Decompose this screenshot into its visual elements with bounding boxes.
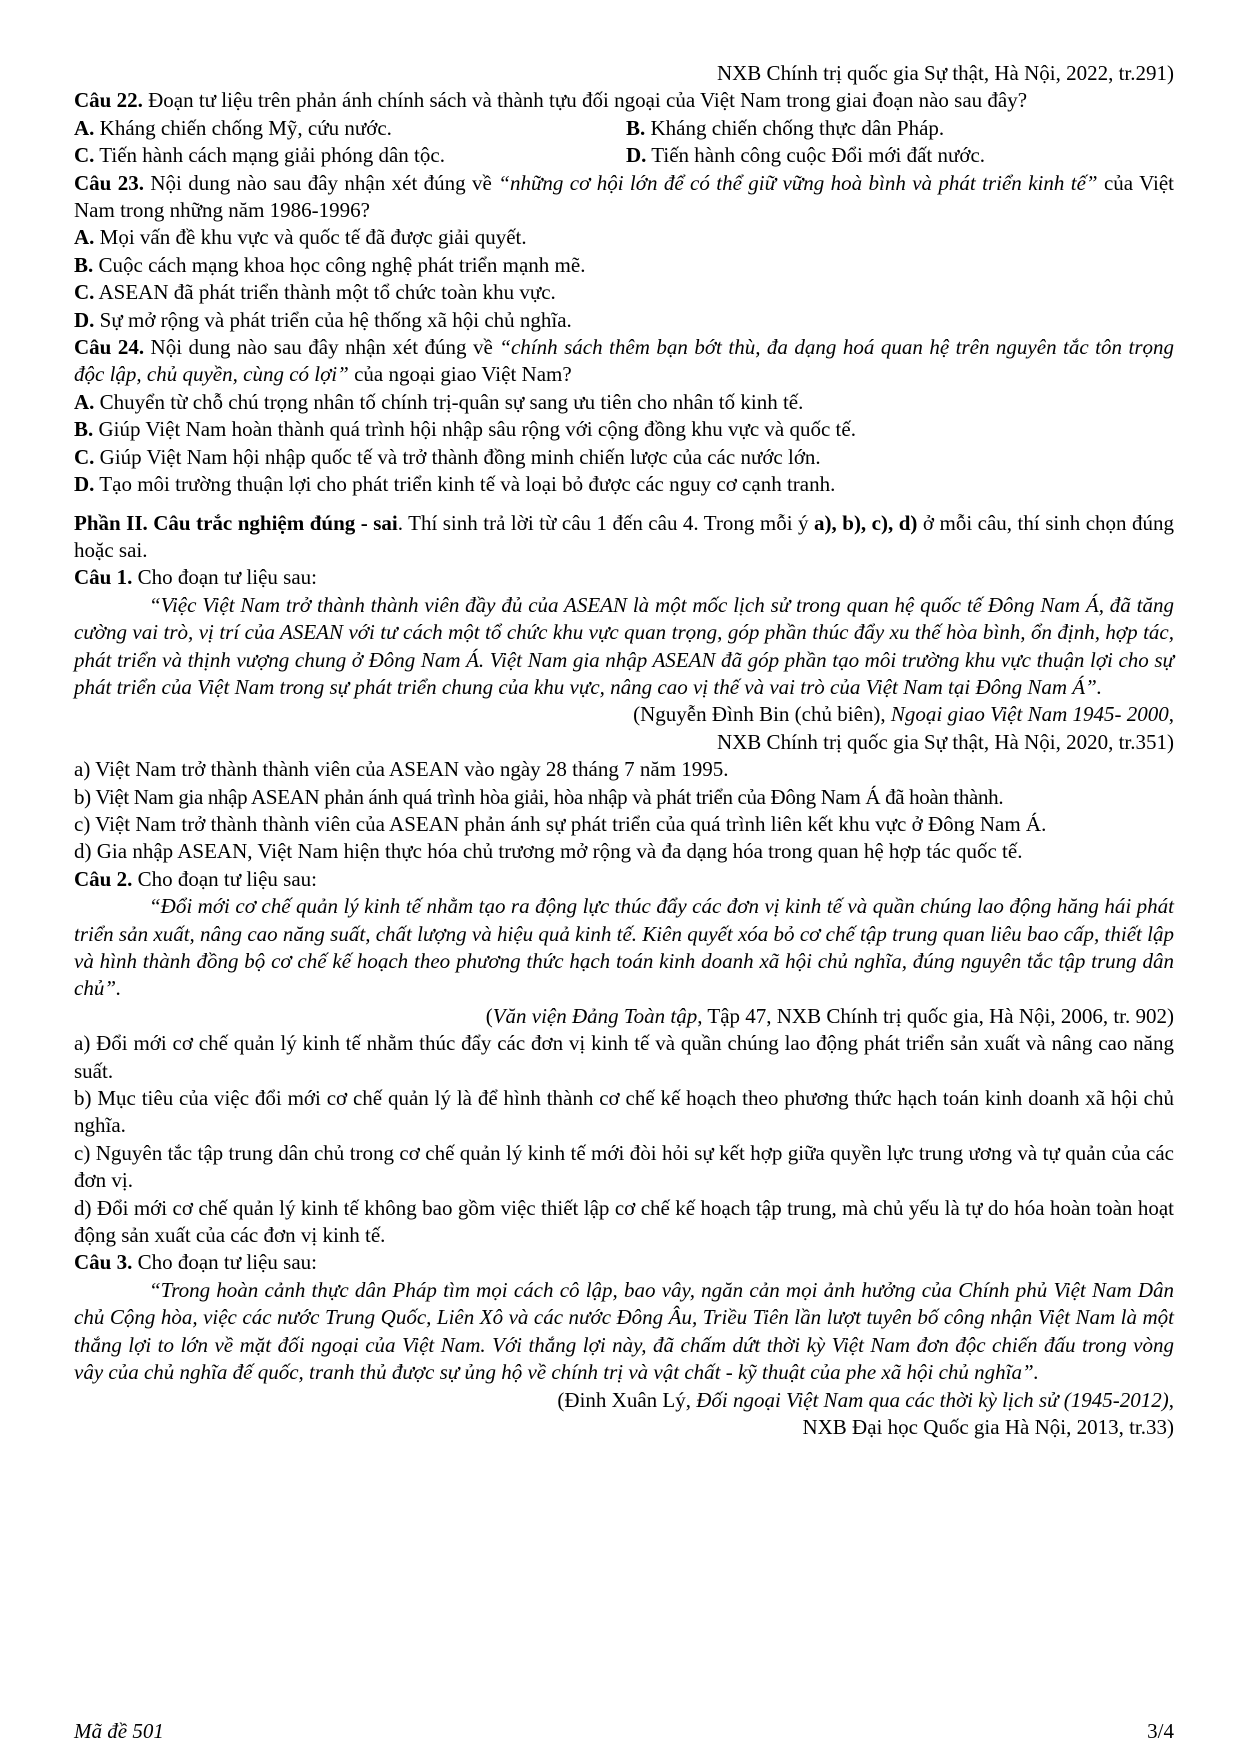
option-text: Giúp Việt Nam hội nhập quốc tế và trở thành đồng minh chiến lược của các nước lớn.: [94, 444, 821, 469]
option-key: B.: [74, 417, 94, 442]
option-key: C.: [74, 444, 95, 469]
citation-book: Đối ngoại Việt Nam qua các thời kỳ lịch sử (1945-2012): [696, 1387, 1169, 1412]
option-text: Kháng chiến chống thực dân Pháp.: [645, 115, 945, 140]
option-a: [74, 115, 626, 142]
option-key: D.: [74, 472, 95, 497]
option-d: [74, 307, 1174, 334]
question-number: Câu 23.: [74, 170, 144, 195]
question-text: Cho đoạn tư liệu sau:: [132, 565, 317, 590]
option-text: Chuyển từ chỗ chú trọng nhân tố chính trị-quân sự sang ưu tiên cho nhân tố kinh tế.: [94, 389, 804, 414]
section-gap: [74, 499, 1174, 510]
source-quote: “Đổi mới cơ chế quản lý kinh tế nhằm tạo ra động lực thúc đẩy các đơn vị kinh tế và quần chúng lao động hăng hái phát triển sản xuất, nâng cao năng suất, chất lượng và hiệu quả kinh tế. Kiên quyết xóa bỏ cơ chế tập trung quan liêu bao cấp, thiết lập và hình thành đồng bộ cơ chế kế hoạch theo phương thức hạch toán kinh doanh xã hội chủ nghĩa, đúng nguyên tắc tập trung dân chủ”.: [74, 894, 1174, 1001]
option-d: [626, 142, 985, 169]
options-row: [74, 142, 1174, 169]
option-c: [74, 279, 1174, 306]
citation-text: ,: [1168, 1387, 1174, 1412]
exam-page: [74, 60, 1174, 1441]
question-22: [74, 87, 1174, 114]
option-text: ASEAN đã phát triển thành một tổ chức toàn khu vực.: [94, 280, 556, 305]
part-instructions: . Thí sinh trả lời từ câu 1 đến câu 4. Trong mỗi ý: [397, 510, 815, 535]
option-key: D.: [626, 143, 647, 168]
question-number: Câu 2.: [74, 866, 133, 891]
question-text: của ngoại giao Việt Nam?: [348, 362, 572, 387]
part-instructions: ở mỗi câu, thí sinh chọn đúng hoặc sai.: [74, 510, 1175, 562]
exam-code: Mã đề 501: [74, 1719, 164, 1743]
option-text: Cuộc cách mạng khoa học công nghệ phát triển mạnh mẽ.: [93, 252, 586, 277]
statement-c: c) Việt Nam trở thành thành viên của ASEAN phản ánh sự phát triển của quá trình liên kết khu vực ở Đông Nam Á.: [74, 811, 1047, 836]
question-number: Câu 24.: [74, 335, 145, 360]
option-text: Kháng chiến chống Mỹ, cứu nước.: [94, 115, 392, 140]
option-text: Giúp Việt Nam hoàn thành quá trình hội nhập sâu rộng với cộng đồng khu vực và quốc tế.: [93, 417, 856, 442]
option-c: [74, 444, 1174, 471]
statement-d: d) Gia nhập ASEAN, Việt Nam hiện thực hóa chủ trương mở rộng và đa dạng hóa trong quan hệ hợp tác quốc tế.: [74, 839, 1023, 864]
page-footer: [74, 1718, 1174, 1745]
option-text: Tạo môi trường thuận lợi cho phát triển kinh tế và loại bỏ được các nguy cơ cạnh tranh.: [94, 472, 836, 497]
tf-question-1: [74, 564, 1174, 591]
part-items: a), b), c), d): [814, 510, 918, 535]
option-key: A.: [74, 389, 95, 414]
citation-line-2: NXB Chính trị quốc gia Sự thật, Hà Nội, 2020, tr.351): [716, 729, 1174, 754]
option-key: C.: [74, 143, 95, 168]
citation-line-1: [74, 1387, 1174, 1414]
quoted-phrase: “những cơ hội lớn để có thể giữ vững hoà bình và phát triển kinh tế”: [498, 170, 1098, 195]
part-title: Phần II. Câu trắc nghiệm đúng - sai: [74, 510, 398, 535]
part-2-heading: [74, 510, 1174, 565]
tf-question-2: [74, 866, 1174, 893]
question-number: Câu 1.: [74, 565, 133, 590]
option-key: B.: [74, 252, 94, 277]
quoted-phrase: “chính sách thêm bạn bớt thù, đa dạng hoá quan hệ trên nguyên tắc tôn trọng độc lập, chủ quyền, cùng có lợi”: [74, 335, 1174, 387]
option-key: A.: [74, 225, 95, 250]
citation-text: (Nguyễn Đình Bin (chủ biên),: [633, 702, 891, 727]
option-d: [74, 471, 1174, 498]
source-citation: NXB Chính trị quốc gia Sự thật, Hà Nội, 2022, tr.291): [716, 61, 1174, 85]
option-b: [74, 416, 1174, 443]
citation-book: Ngoại giao Việt Nam 1945- 2000: [890, 702, 1169, 727]
option-key: B.: [626, 115, 646, 140]
citation-text: ,: [1168, 702, 1174, 727]
option-c: [74, 142, 626, 169]
option-text: Tiến hành cách mạng giải phóng dân tộc.: [94, 143, 445, 168]
question-text: Cho đoạn tư liệu sau:: [132, 1250, 317, 1275]
statement-c: c) Nguyên tắc tập trung dân chủ trong cơ chế quản lý kinh tế mới đòi hỏi sự kết hợp giữa quyền lực trung ương và tự quản của các đơn vị.: [74, 1140, 1174, 1193]
statement-a: a) Việt Nam trở thành thành viên của ASEAN vào ngày 28 tháng 7 năm 1995.: [74, 757, 729, 782]
citation-text: (: [485, 1003, 493, 1028]
citation-text: , Tập 47, NXB Chính trị quốc gia, Hà Nội, 2006, tr. 902): [697, 1003, 1174, 1028]
citation-line: [74, 1003, 1174, 1030]
option-a: [74, 389, 1174, 416]
option-b: [74, 252, 1174, 279]
option-text: Mọi vấn đề khu vực và quốc tế đã được giải quyết.: [94, 225, 527, 250]
option-key: C.: [74, 280, 95, 305]
question-23: [74, 170, 1174, 225]
statement-b: b) Việt Nam gia nhập ASEAN phản ánh quá trình hòa giải, hòa nhập và phát triển của Đông Nam Á đã hoàn thành.: [74, 784, 1004, 809]
question-number: Câu 3.: [74, 1250, 133, 1275]
question-text: Cho đoạn tư liệu sau:: [132, 866, 317, 891]
question-24: [74, 334, 1174, 389]
tf-question-3: [74, 1249, 1174, 1276]
question-text: Nội dung nào sau đây nhận xét đúng về: [143, 170, 499, 195]
statement-d: d) Đổi mới cơ chế quản lý kinh tế không bao gồm việc thiết lập cơ chế kế hoạch tập trung, mà chủ yếu là tự do hóa hoàn toàn hoạt động sản xuất của các đơn vị kinh tế.: [74, 1195, 1174, 1248]
option-b: [626, 115, 944, 142]
source-quote: “Việc Việt Nam trở thành thành viên đầy đủ của ASEAN là một mốc lịch sử trong quan hệ quốc tế Đông Nam Á, đã tăng cường vai trò, vị trí của ASEAN với tư cách một tổ chức khu vực quan trọng, góp phần thúc đẩy xu thế hòa bình, ổn định, hợp tác, phát triển và thịnh vượng chung ở Đông Nam Á. Việt Nam gia nhập ASEAN đã góp phần tạo môi trường khu vực thuận lợi cho sự phát triển của Việt Nam trong sự phát triển chung của khu vực, nâng cao vị thế và vai trò của Việt Nam tại Đông Nam Á”.: [74, 592, 1174, 699]
option-text: Sự mở rộng và phát triển của hệ thống xã hội chủ nghĩa.: [94, 307, 572, 332]
question-text: Nội dung nào sau đây nhận xét đúng về: [144, 335, 500, 360]
citation-book: Văn viện Đảng Toàn tập: [492, 1003, 698, 1028]
page-number: 3/4: [1147, 1719, 1174, 1743]
question-number: Câu 22.: [74, 88, 143, 113]
citation-line-1: [74, 701, 1174, 728]
statement-a: a) Đổi mới cơ chế quản lý kinh tế nhằm thúc đẩy các đơn vị kinh tế và quần chúng lao động phát triển sản xuất và nâng cao năng suất.: [74, 1031, 1174, 1083]
option-a: [74, 224, 1174, 251]
option-text: Tiến hành công cuộc Đổi mới đất nước.: [646, 143, 986, 168]
question-text: Đoạn tư liệu trên phản ánh chính sách và thành tựu đối ngoại của Việt Nam trong giai đoạn nào sau đây?: [142, 88, 1028, 113]
statement-b: b) Mục tiêu của việc đổi mới cơ chế quản lý là để hình thành cơ chế kế hoạch theo phương thức hạch toán kinh doanh xã hội chủ nghĩa.: [74, 1086, 1174, 1138]
option-key: A.: [74, 115, 95, 140]
option-key: D.: [74, 307, 95, 332]
source-quote: “Trong hoàn cảnh thực dân Pháp tìm mọi cách cô lập, bao vây, ngăn cản mọi ảnh hưởng của Chính phủ Việt Nam Dân chủ Cộng hòa, việc các nước Trung Quốc, Liên Xô và các nước Đông Âu, Triều Tiên lần lượt tuyên bố công nhận Việt Nam là một thắng lợi to lớn về mặt đối ngoại của Việt Nam. Với thắng lợi này, đã chấm dứt thời kỳ Việt Nam đơn độc chiến đấu trong vòng vây của chủ nghĩa đế quốc, tranh thủ được sự ủng hộ về chính trị và vật chất - kỹ thuật của phe xã hội chủ nghĩa”.: [74, 1277, 1174, 1385]
citation-text: (Đinh Xuân Lý,: [557, 1387, 697, 1412]
citation-line-2: NXB Đại học Quốc gia Hà Nội, 2013, tr.33): [802, 1414, 1174, 1439]
options-row: [74, 115, 1174, 142]
question-text: của Việt Nam trong những năm 1986-1996?: [74, 170, 1175, 223]
